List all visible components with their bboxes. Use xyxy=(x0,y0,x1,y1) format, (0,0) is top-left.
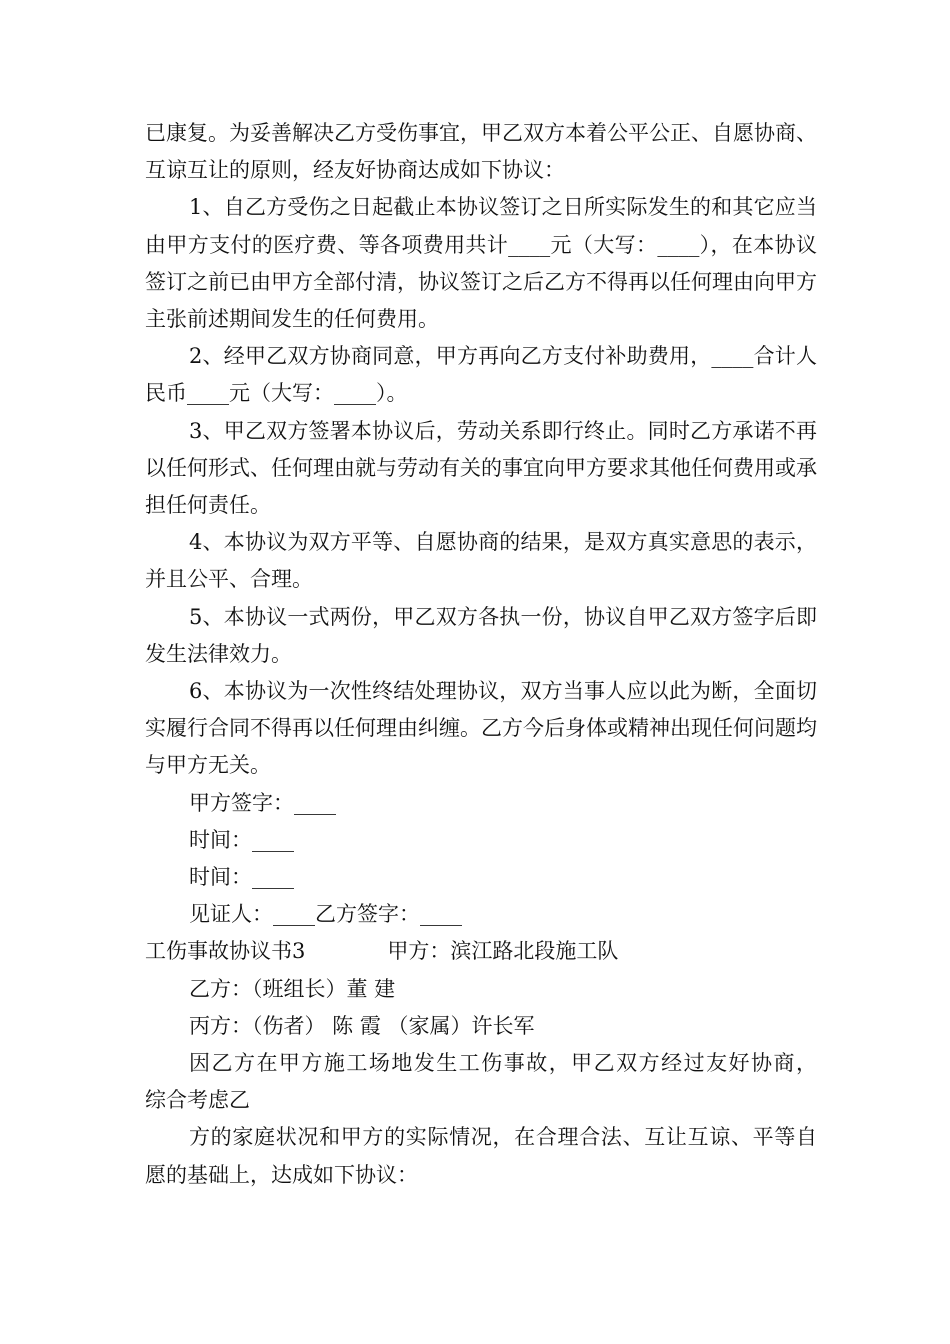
signature-party-a: 甲方签字：____ xyxy=(189,790,336,815)
doc3-paragraph-2: 方的家庭状况和甲方的实际情况，在合理合法、互让互谅、平等自愿的基础上，达成如下协议： xyxy=(145,1125,817,1187)
clause-1: 1、自乙方受伤之日起截止本协议签订之日所实际发生的和其它应当由甲方支付的医疗费、等各项费用共计____元（大写：____），在本协议签订之前已由甲方全部付清，协议签订之后乙方不得再以任何理由向甲方主张前述期间发生的任何费用。 xyxy=(145,195,817,332)
signature-time-1: 时间：____ xyxy=(189,827,294,852)
clause-6: 6、本协议为一次性终结处理协议，双方当事人应以此为断，全面切实履行合同不得再以任何理由纠缠。乙方今后身体或精神出现任何问题均与甲方无关。 xyxy=(145,679,817,778)
doc3-heading-line xyxy=(145,933,817,970)
witness-and-party-b-signature: 见证人：____乙方签字：____ xyxy=(189,902,462,927)
clause-5: 5、本协议一式两份，甲乙双方各执一份，协议自甲乙双方签字后即发生法律效力。 xyxy=(145,604,817,666)
doc3-party-a: 甲方：滨江路北段施工队 xyxy=(387,939,619,964)
clause-3: 3、甲乙双方签署本协议后，劳动关系即行终止。同时乙方承诺不再以任何形式、任何理由就与劳动有关的事宜向甲方要求其他任何费用或承担任何责任。 xyxy=(145,418,817,518)
clause-2: 2、经甲乙双方协商同意，甲方再向乙方支付补助费用，____合计人民币____元（大写：____）。 xyxy=(145,344,817,406)
doc3-title: 工伤事故协议书3 xyxy=(145,939,306,964)
doc3-paragraph-1-cont: 综合考虑乙 xyxy=(145,1088,250,1113)
doc3-paragraph-1: 因乙方在甲方施工场地发生工伤事故，甲乙双方经过友好协商， xyxy=(189,1051,817,1076)
doc3-party-b: 乙方：（班组长）董 建 xyxy=(189,976,396,1001)
paragraph-intro: 已康复。为妥善解决乙方受伤事宜，甲乙双方本着公平公正、自愿协商、互谅互让的原则，经友好协商达成如下协议： xyxy=(145,121,817,183)
signature-time-2: 时间：____ xyxy=(189,865,294,890)
clause-4: 4、本协议为双方平等、自愿协商的结果，是双方真实意思的表示，并且公平、合理。 xyxy=(145,530,817,592)
doc3-party-c: 丙方：（伤者） 陈 霞 （家属）许长军 xyxy=(189,1013,535,1038)
document-body xyxy=(145,115,817,1194)
